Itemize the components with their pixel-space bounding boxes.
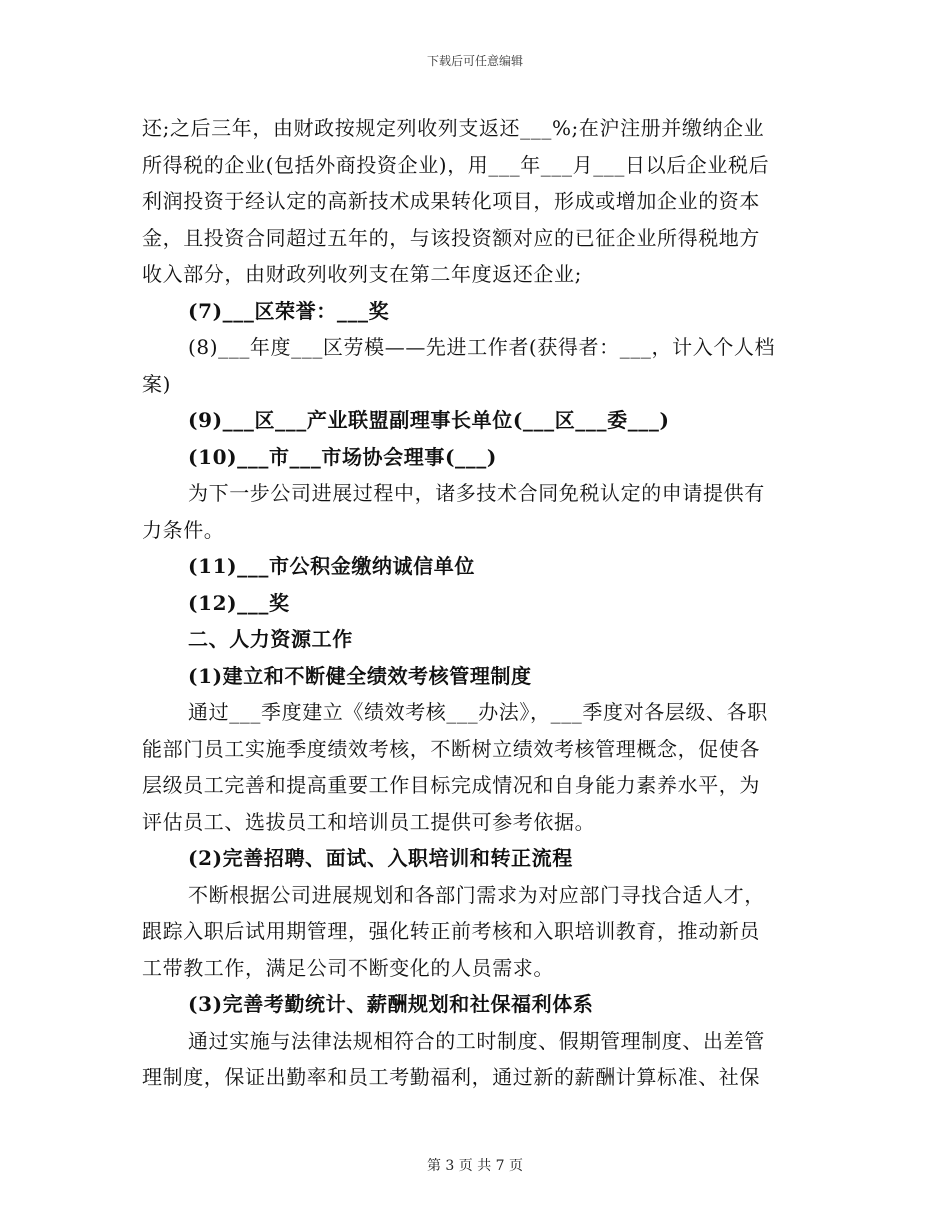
body-text-line: 收入部分，由财政列收列支在第二年度返还企业;: [142, 262, 582, 286]
body-text-line: 还;之后三年，由财政按规定列收列支返还___%;在沪注册并缴纳企业: [142, 116, 765, 140]
body-text-line: 评估员工、选拔员工和培训员工提供可参考依据。: [142, 809, 596, 834]
header-note: 下载后可任意编辑: [426, 54, 523, 68]
section-heading-line: (11)___市公积金缴纳诚信单位: [188, 554, 475, 578]
section-heading-line: (3)完善考勤统计、薪酬规划和社保福利体系: [188, 992, 594, 1016]
section-heading-line: 二、人力资源工作: [188, 627, 353, 651]
body-text-line: 为下一步公司进展过程中，诸多技术合同免税认定的申请提供有: [188, 481, 765, 505]
body-text-line: 不断根据公司进展规划和各部门需求为对应部门寻找合适人才，: [188, 882, 765, 907]
body-text-line: 跟踪入职后试用期管理，强化转正前考核和入职培训教育，推动新员: [142, 919, 760, 943]
body-text-line: 能部门员工实施季度绩效考核，不断树立绩效考核管理概念，促使各: [142, 736, 760, 761]
body-text-line: 理制度，保证出勤率和员工考勤福利，通过新的薪酬计算标准、社保: [142, 1065, 760, 1089]
body-text-line: 所得税的企业(包括外商投资企业)，用___年___月___日以后企业税后: [142, 152, 770, 177]
body-text-line: 力条件。: [142, 517, 225, 542]
body-text-line: 案): [142, 371, 172, 396]
section-heading-line: (9)___区___产业联盟副理事长单位(___区___委___): [188, 408, 670, 432]
body-text-line: (8)___年度___区劳模——先进工作者(获得者：___，计入个人档: [188, 335, 776, 359]
body-text-line: 通过___季度建立《绩效考核___办法》，___季度对各层级、各职: [188, 700, 768, 724]
section-heading-line: (2)完善招聘、面试、入职培训和转正流程: [188, 846, 573, 870]
document-body: [142, 110, 810, 1096]
section-heading-line: (12)___奖: [188, 590, 290, 615]
body-text-line: 层级员工完善和提高重要工作目标完成情况和自身能力素养水平，为: [142, 773, 760, 797]
section-heading-line: (7)___区荣誉：___奖: [188, 298, 390, 323]
body-text-line: 通过实施与法律法规相符合的工时制度、假期管理制度、出差管: [188, 1028, 765, 1053]
section-heading-line: (1)建立和不断健全绩效考核管理制度: [188, 663, 532, 688]
body-text-line: 工带教工作，满足公司不断变化的人员需求。: [142, 955, 554, 980]
page-number-footer: 第 3 页 共 7 页: [426, 1158, 524, 1174]
body-text-line: 利润投资于经认定的高新技术成果转化项目，形成或增加企业的资本: [142, 189, 760, 213]
section-heading-line: (10)___市___市场协会理事(___): [188, 444, 497, 469]
body-text-line: 金，且投资合同超过五年的，与该投资额对应的已征企业所得税地方: [142, 225, 760, 250]
